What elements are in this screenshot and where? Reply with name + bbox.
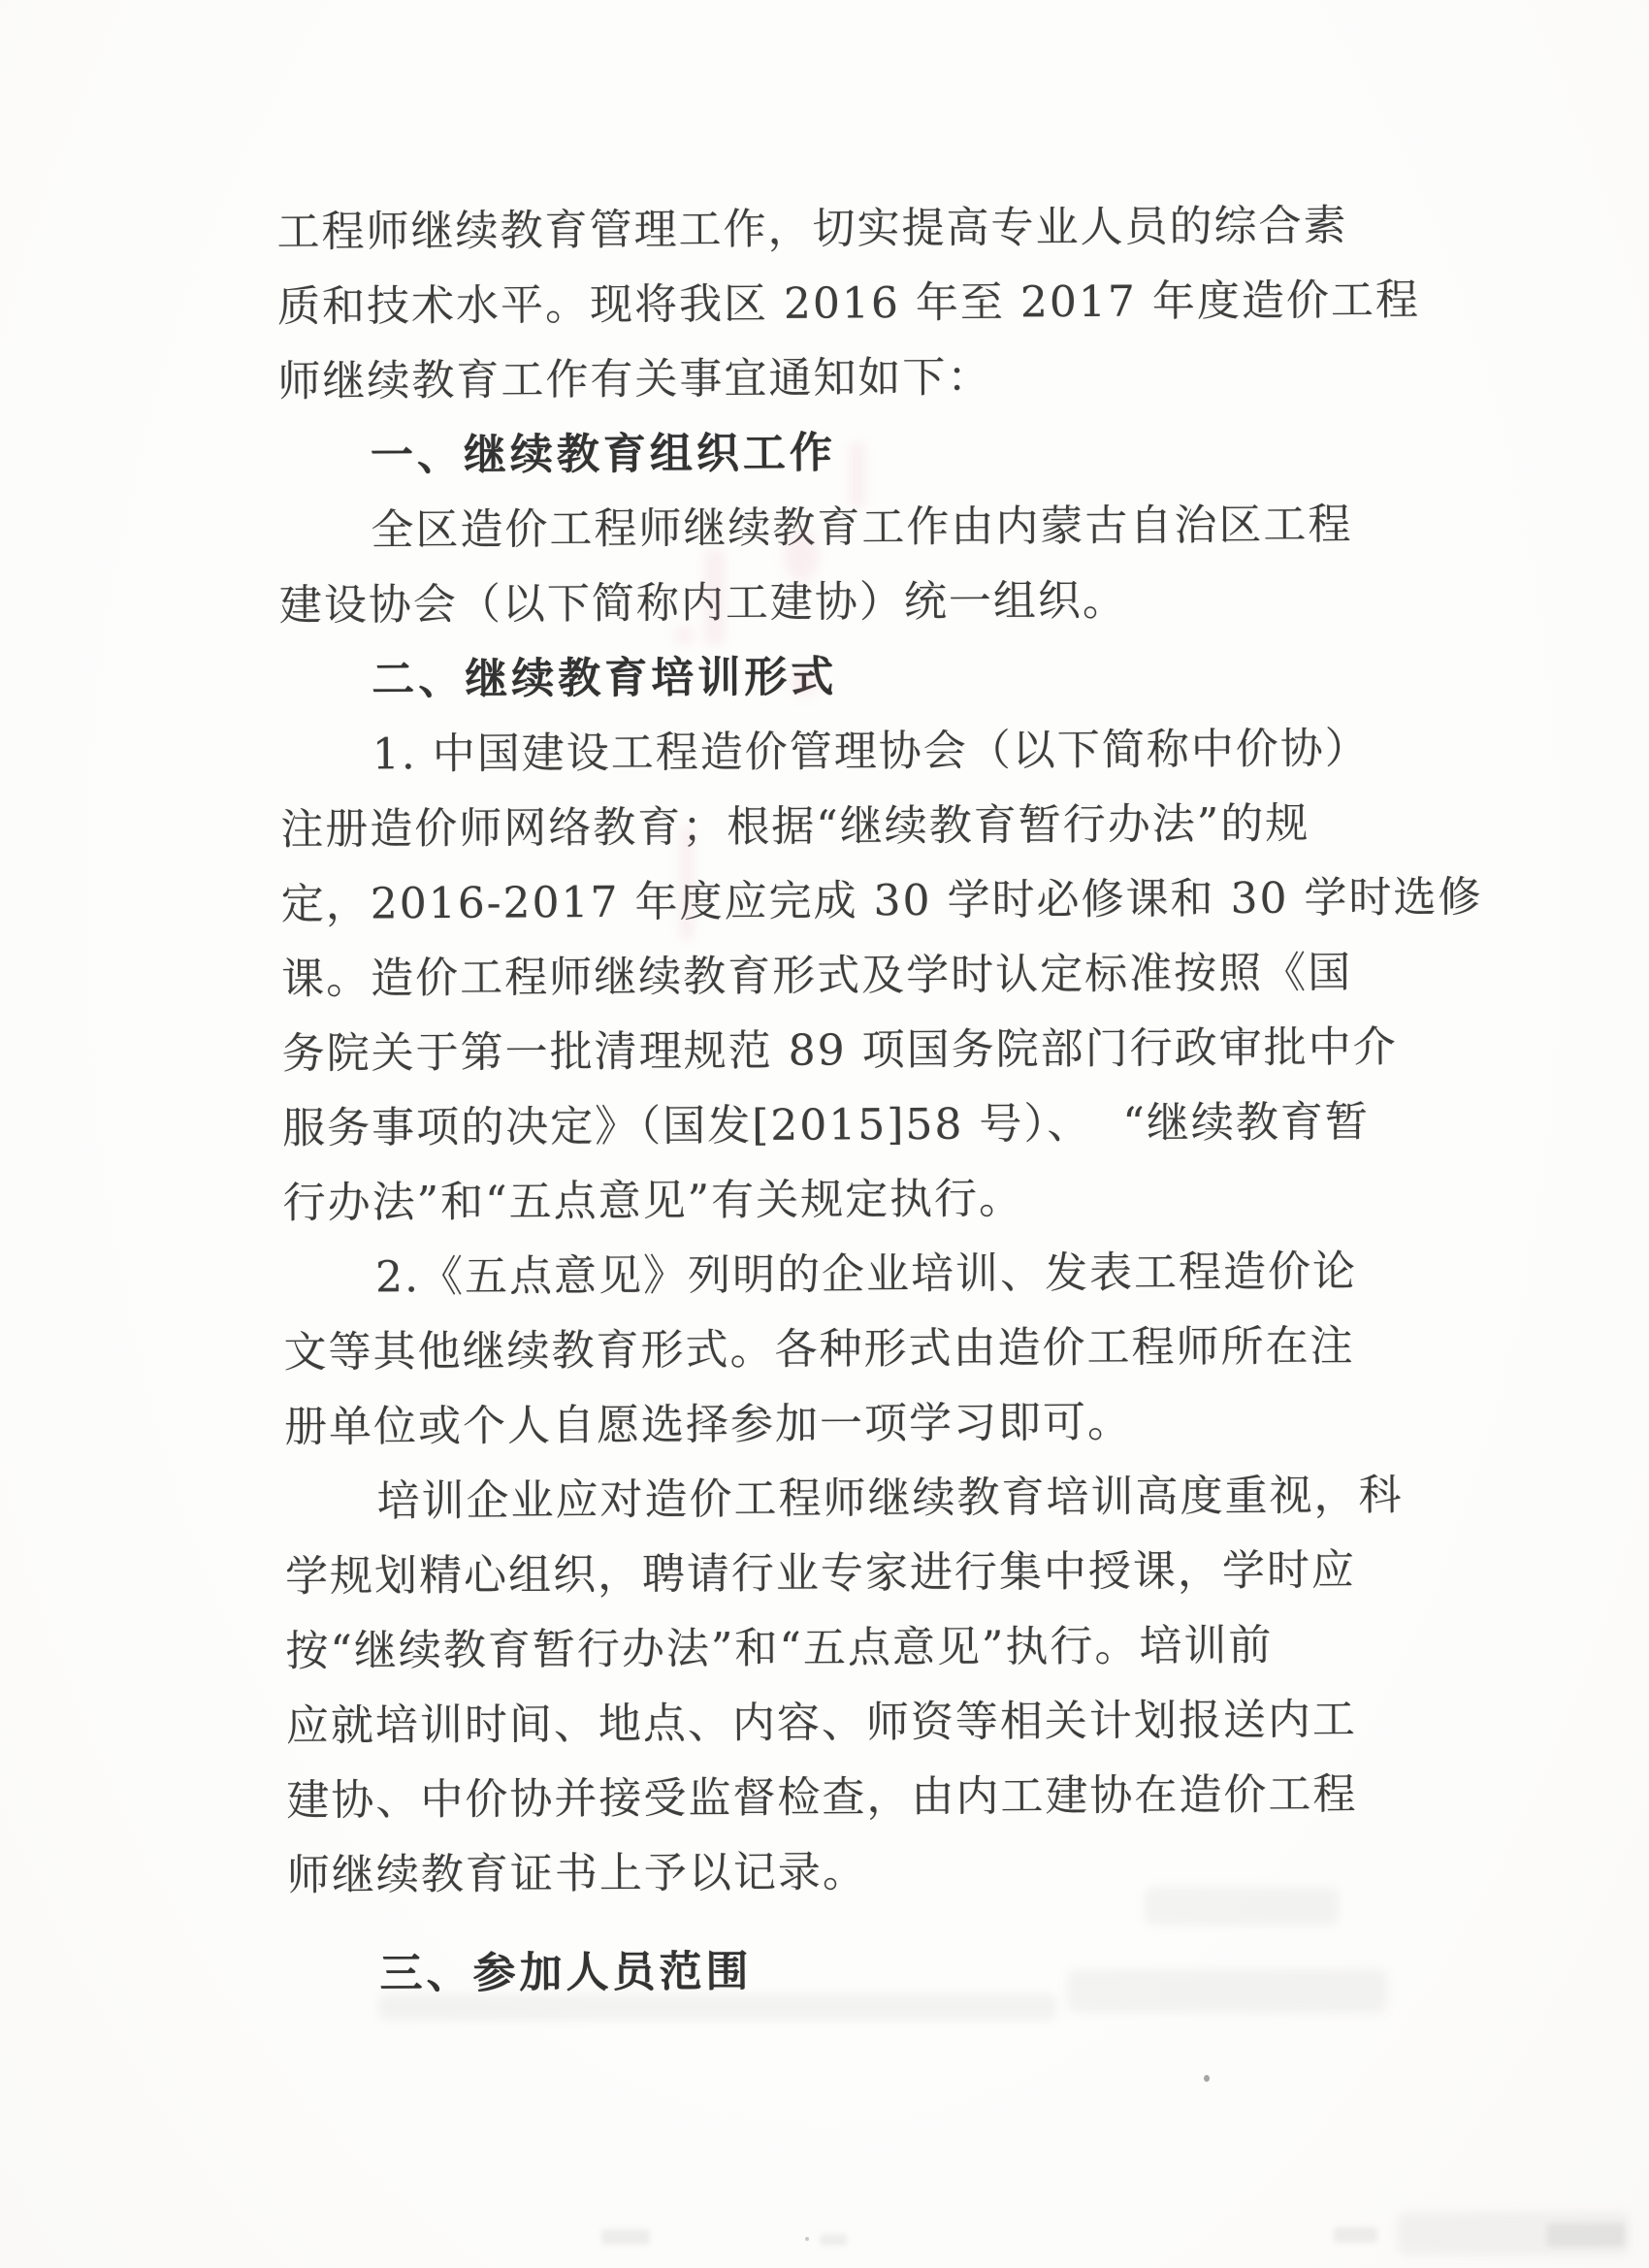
text-line: 1. 中国建设工程造价管理协会（以下简称中价协） (372, 724, 1370, 780)
section-heading: 二、继续教育培训形式 (372, 652, 838, 705)
section-heading: 三、参加人员范围 (379, 1947, 753, 1999)
text-line: 2.《五点意见》列明的企业培训、发表工程造价论 (374, 1247, 1358, 1303)
text-line: 行办法”和“五点意见”有关规定执行。 (282, 1174, 1024, 1228)
scan-smudge (820, 2234, 847, 2246)
text-line: 全区造价工程师继续教育工作由内蒙古自治区工程 (371, 500, 1353, 556)
text-line: 务院关于第一批清理规范 89 项国务院部门行政审批中介 (281, 1021, 1398, 1080)
text-line: 册单位或个人自愿选择参加一项学习即可。 (283, 1397, 1133, 1452)
text-line: 服务事项的决定》（国发[2015]58 号）、 “继续教育暂 (282, 1097, 1371, 1153)
text-line: 建协、中价协并接受监督检查，由内工建协在造价工程 (286, 1769, 1358, 1826)
text-line: 文等其他继续教育形式。各种形式由造价工程师所在注 (283, 1321, 1355, 1377)
text-line: 质和技术水平。现将我区 2016 年至 2017 年度造价工程 (276, 275, 1421, 333)
scan-smudge (1547, 2223, 1625, 2247)
section-heading: 一、继续教育组织工作 (370, 428, 837, 481)
text-line: 定，2016-2017 年度应完成 30 学时必修课和 30 学时选修 (280, 872, 1483, 930)
text-line: 工程师继续教育管理工作，切实提高专业人员的综合素 (276, 201, 1348, 258)
scan-smudge (1334, 2227, 1377, 2243)
text-line: 师继续教育证书上予以记录。 (286, 1847, 868, 1900)
scan-smudge (601, 2229, 650, 2245)
scan-speck (1204, 2075, 1210, 2082)
document-text (276, 188, 1483, 2012)
text-line: 学规划精心组织，聘请行业专家进行集中授课，学时应 (284, 1545, 1357, 1602)
scan-speck (805, 2237, 809, 2241)
text-line: 课。造价工程师继续教育形式及学时认定标准按照《国 (281, 948, 1353, 1005)
text-line: 按“继续教育暂行办法”和“五点意见”执行。培训前 (285, 1620, 1274, 1676)
scan-ghost-mark (1397, 2212, 1630, 2255)
text-line: 应就培训时间、地点、内容、师资等相关计划报送内工 (285, 1695, 1358, 1751)
text-line: 培训企业应对造价工程师继续教育培训高度重视，科 (376, 1470, 1404, 1527)
text-line: 师继续教育工作有关事宜通知如下： (277, 352, 992, 407)
text-line: 注册造价师网络教育；根据“继续教育暂行办法”的规 (280, 798, 1310, 856)
text-line: 建设协会（以下简称内工建协）统一组织。 (278, 575, 1128, 632)
